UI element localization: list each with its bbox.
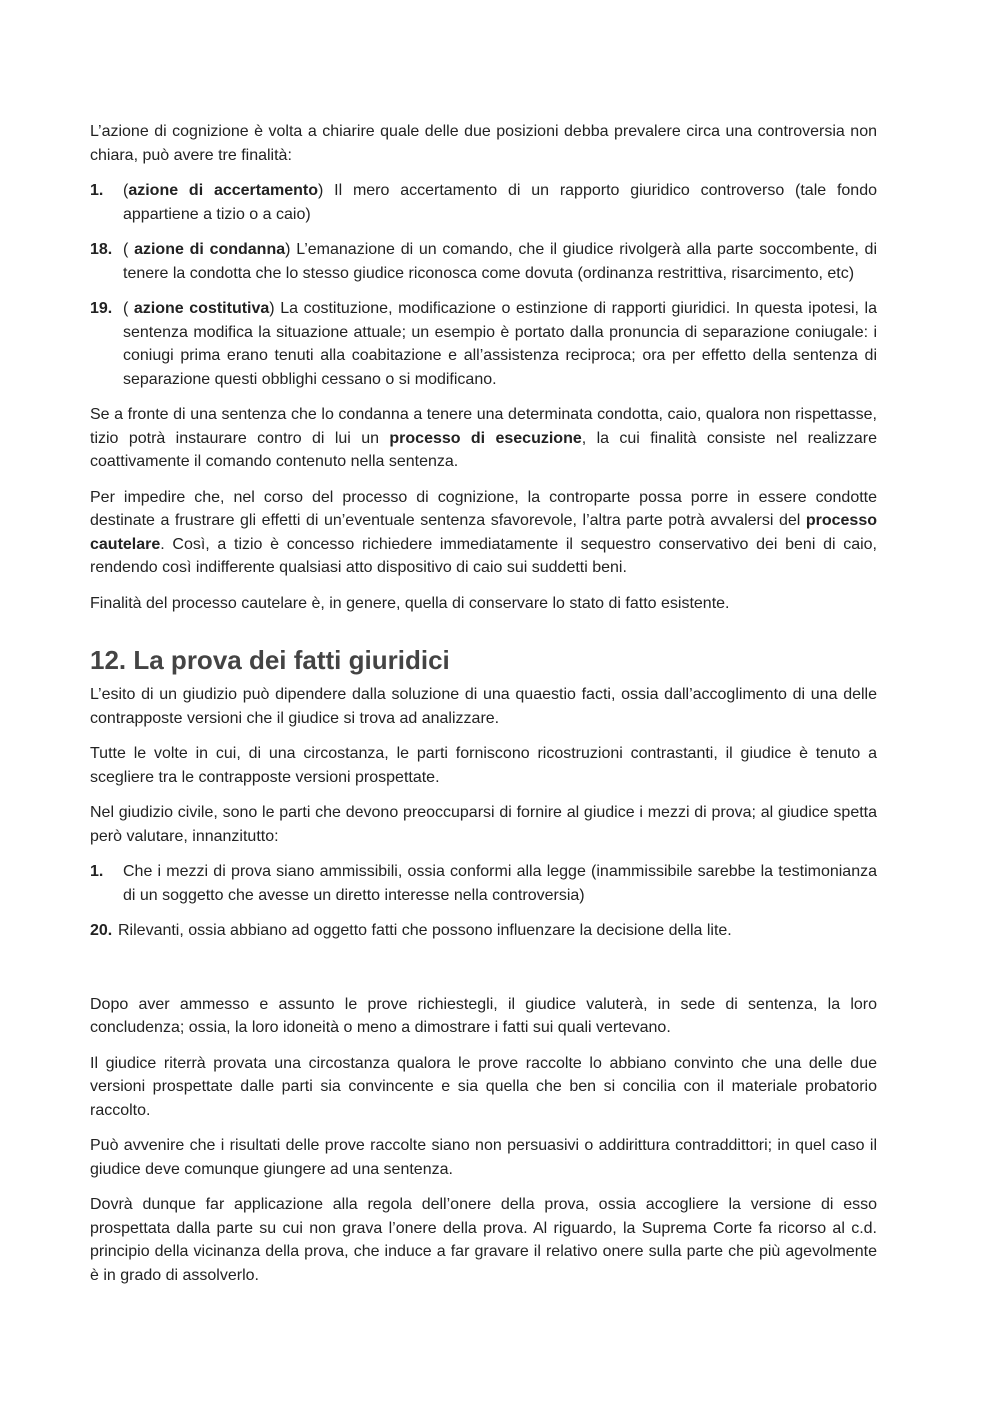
list-number: 18. — [90, 241, 113, 258]
list-number: 1. — [90, 863, 104, 880]
paragraph-text: , la cui finalità consiste nel realizzare coattivamente il comando contenuto nella sentenza. — [90, 429, 877, 470]
avvenire-paragraph: Può avvenire che i risultati delle prove raccolte siano non persuasivi o addirittura contraddittori; in quel caso il giudice deve comunque giungere ad una sentenza. — [90, 1137, 877, 1178]
riterra-paragraph: Il giudice riterrà provata una circostanza qualora le prove raccolte lo abbiano convinto che una delle due versioni prospettate dalle parti sia convincente e sia quella che ben si concilia con il materiale probatorio raccolto. — [90, 1054, 877, 1119]
list-text: ) Il mero accertamento di un rapporto giuridico controverso (tale fondo appartiene a tizio o a caio) — [123, 182, 877, 223]
list-text-pre: ( — [123, 300, 134, 317]
dovra-paragraph: Dovrà dunque far applicazione alla regola dell’onere della prova, ossia accogliere la versione di esso prospettata dalla parte su cui non grava l’onere della prova. Al riguardo, la Suprema Corte fa ricorso al c.d. principio della vicinanza della prova, che induce a far gravare il relativo onere sulla parte che più agevolmente è in grado di assolverlo. — [90, 1196, 877, 1284]
list-item — [90, 860, 877, 907]
paragraph-text: . Così, a tizio è concesso richiedere immediatamente il sequestro conservativo dei beni di caio, rendendo così indifferente qualsiasi atto dispositivo di caio sui suddetti beni. — [90, 535, 877, 576]
bold-term: processo cautelare — [90, 512, 877, 553]
civile-paragraph: Nel giudizio civile, sono le parti che devono preoccuparsi di fornire al giudice i mezzi di prova; al giudice spetta però valutare, innanzitutto: — [90, 804, 877, 845]
list-bold-term: azione di condanna — [134, 241, 286, 258]
list-number: 1. — [90, 182, 104, 199]
paragraph-text: Per impedire che, nel corso del processo di cognizione, la controparte possa porre in essere condotte destinate a frustrare gli effetti di un’eventuale sentenza sfavorevole, l’altra parte potrà avvalersi del — [90, 488, 877, 529]
intro-paragraph: L’azione di cognizione è volta a chiarire quale delle due posizioni debba prevalere circa una controversia non chiara, può avere tre finalità: — [90, 123, 877, 164]
list-item — [90, 919, 877, 943]
list-text: Che i mezzi di prova siano ammissibili, ossia conformi alla legge (inammissibile sarebbe la testimonianza di un soggetto che avesse un diretto interesse nella controversia) — [123, 863, 877, 904]
list-text-pre: ( — [123, 241, 135, 258]
esito-paragraph: L’esito di un giudizio può dipendere dalla soluzione di una quaestio facti, ossia dall’accoglimento di una delle contrapposte versioni che il giudice si trova ad analizzare. — [90, 686, 877, 727]
spacer — [90, 955, 877, 993]
volte-paragraph: Tutte le volte in cui, di una circostanza, le parti forniscono ricostruzioni contrastanti, il giudice è tenuto a scegliere tra le contrapposte versioni prospettate. — [90, 745, 877, 786]
list-text: ) La costituzione, modificazione o estinzione di rapporti giuridici. In questa ipotesi, la sentenza modifica la situazione attuale; un esempio è portato dalla pronuncia di separazione coniugale: i coniugi prima erano tenuti alla coabitazione e all’assistenza reciproca; ora per effetto della sentenza di separazione questi obblighi cessano o si modificano. — [123, 300, 877, 388]
list-text-pre: ( — [123, 182, 129, 199]
list-bold-term: azione costitutiva — [133, 300, 270, 317]
list-item — [90, 179, 877, 226]
cautelare-paragraph — [90, 486, 877, 580]
list-bold-term: azione di accertamento — [128, 182, 318, 199]
bold-term: processo di esecuzione — [389, 429, 582, 447]
list-item — [90, 238, 877, 285]
finalita-paragraph: Finalità del processo cautelare è, in genere, quella di conservare lo stato di fatto esistente. — [90, 594, 730, 612]
paragraph-text: Se a fronte di una sentenza che lo condanna a tenere una determinata condotta, caio, qualora non rispettasse, tizio potrà instaurare contro di lui un — [90, 406, 877, 447]
dopo-paragraph: Dopo aver ammesso e assunto le prove richiestegli, il giudice valuterà, in sede di sentenza, la loro concludenza; ossia, la loro idoneità o meno a dimostrare i fatti sui quali vertevano. — [90, 995, 877, 1036]
list-number: 20. — [90, 922, 113, 939]
list-item — [90, 297, 877, 391]
list-number: 19. — [90, 300, 113, 317]
document-page — [90, 120, 877, 1299]
header-mark — [492, 0, 510, 3]
list-text: Rilevanti, ossia abbiano ad oggetto fatti che possono influenzare la decisione della lite. — [118, 922, 732, 939]
section-heading: 12. La prova dei fatti giuridici — [90, 645, 450, 675]
list-text: ) L’emanazione di un comando, che il giudice rivolgerà alla parte soccombente, di tenere la condotta che lo stesso giudice riconosca come dovuta (ordinanza restrittiva, risarcimento, etc) — [123, 241, 878, 282]
esecuzione-paragraph — [90, 403, 877, 474]
